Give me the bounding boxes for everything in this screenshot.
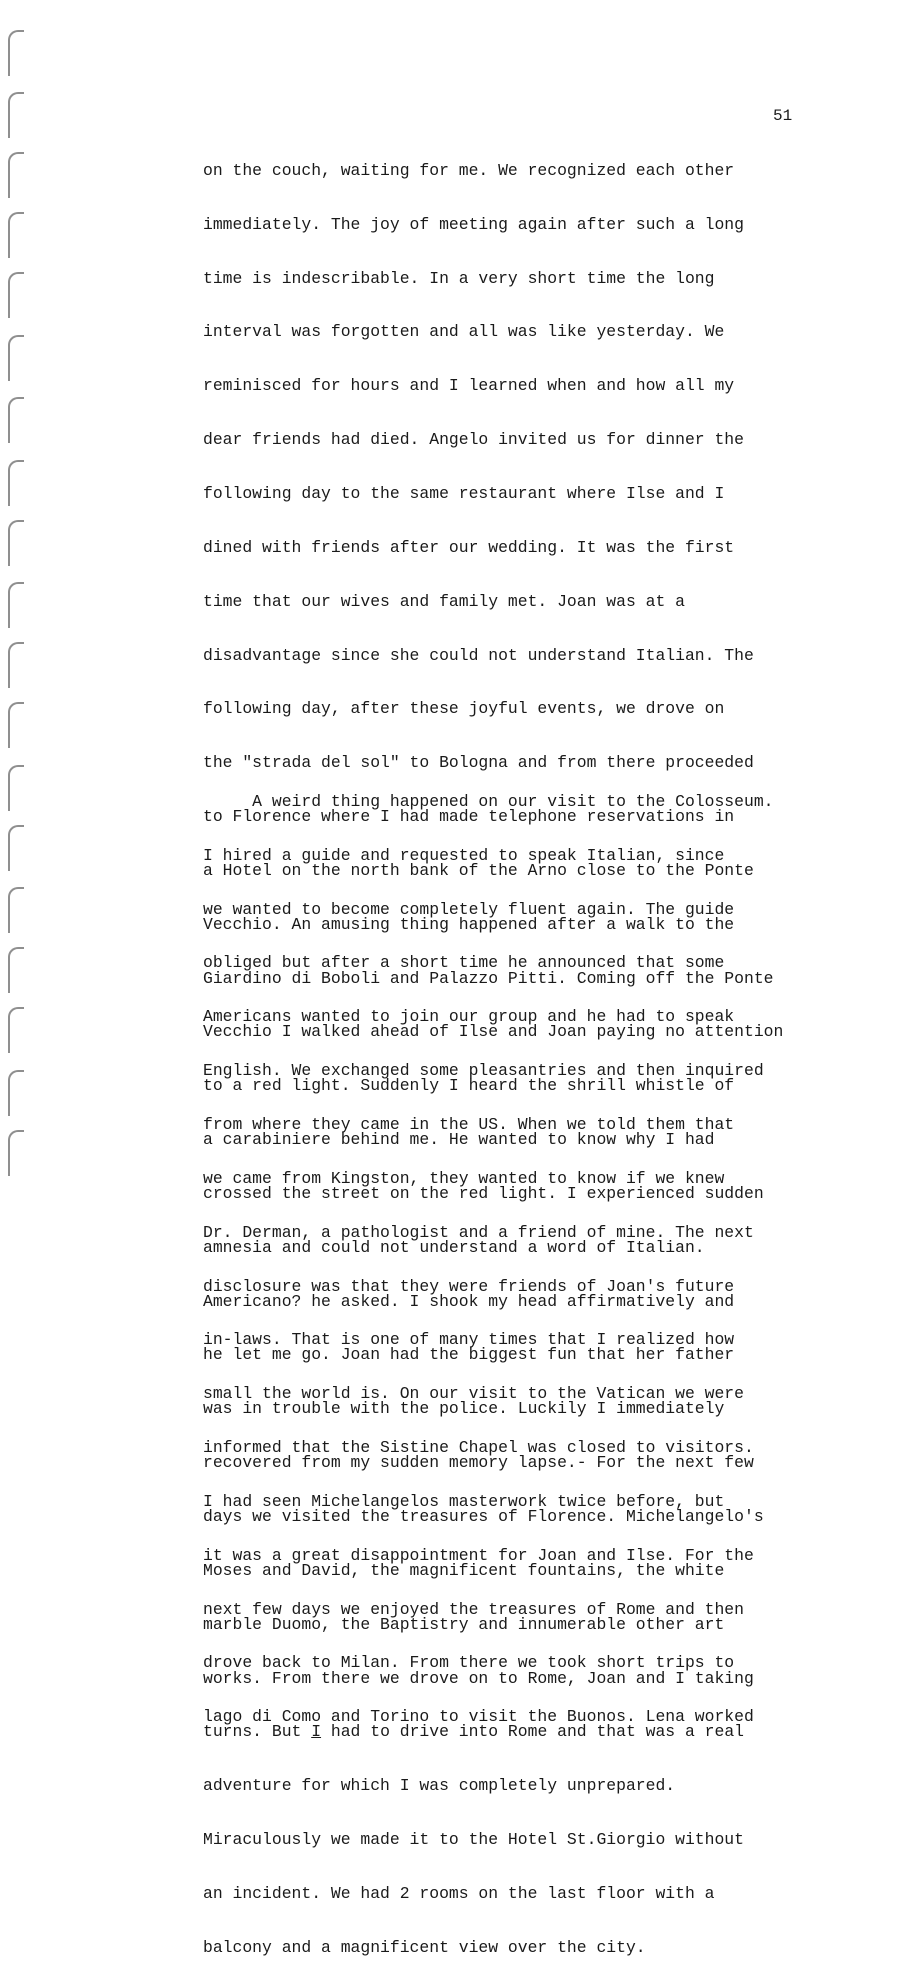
paragraph-2: [203, 757, 774, 1744]
binder-hole-mark: [8, 212, 24, 258]
text-line: was in trouble with the police. Luckily I immediately: [203, 1399, 725, 1419]
text-line: dear friends had died. Angelo invited us for dinner the: [203, 430, 744, 450]
text-line: it was a great disappointment for Joan and Ilse. For the: [203, 1545, 754, 1565]
binder-hole-mark: [8, 1007, 24, 1053]
binder-hole-mark: [8, 30, 24, 76]
text-line: disadvantage since she could not understand Italian. The: [203, 645, 754, 665]
binder-hole-mark: [8, 642, 24, 688]
text-line: following day to the same restaurant where Ilse and I: [203, 483, 725, 503]
binder-hole-mark: [8, 825, 24, 871]
text-line: Miraculously we made it to the Hotel St.Giorgio without: [203, 1830, 744, 1850]
text-line: dined with friends after our wedding. It was the first: [203, 537, 735, 557]
binder-hole-mark: [8, 152, 24, 198]
binder-hole-mark: [8, 887, 24, 933]
binder-hole-marks: [0, 0, 30, 1188]
text-line: recovered from my sudden memory lapse.- For the next few: [203, 1453, 754, 1473]
text-line: balcony and a magnificent view over the city.: [203, 1937, 646, 1957]
text-line: marble Duomo, the Baptistry and innumerable other art: [203, 1614, 725, 1634]
text-segment: turns. But: [203, 1722, 312, 1742]
text-line: a carabiniere behind me. He wanted to know why I had: [203, 1130, 715, 1150]
binder-hole-mark: [8, 397, 24, 443]
text-line: disclosure was that they were friends of Joan's future: [203, 1276, 735, 1296]
text-line: English. We exchanged some pleasantries and then inquired: [203, 1061, 764, 1081]
text-line: to Florence where I had made telephone reservations in: [203, 807, 735, 827]
text-line: Giardino di Boboli and Palazzo Pitti. Coming off the Ponte: [203, 968, 774, 988]
text-line: following day, after these joyful events, we drove on: [203, 699, 725, 719]
text-line: obliged but after a short time he announced that some: [203, 953, 725, 973]
text-line: Americano? he asked. I shook my head affirmatively and: [203, 1291, 735, 1311]
binder-hole-mark: [8, 582, 24, 628]
text-line: next few days we enjoyed the treasures of Rome and then: [203, 1599, 744, 1619]
text-line: on the couch, waiting for me. We recognized each other: [203, 160, 735, 180]
binder-hole-mark: [8, 92, 24, 138]
page-number: 51: [773, 107, 793, 125]
text-line: lago di Como and Torino to visit the Buonos. Lena worked: [203, 1707, 754, 1727]
text-line: a Hotel on the north bank of the Arno close to the Ponte: [203, 860, 754, 880]
text-segment: had to drive into Rome and that was a real: [321, 1722, 744, 1742]
text-line: crossed the street on the red light. I experienced sudden: [203, 1183, 764, 1203]
text-line: small the world is. On our visit to the Vatican we were: [203, 1384, 744, 1404]
text-line: Americans wanted to join our group and he had to speak: [203, 1007, 735, 1027]
text-line: A weird thing happened on our visit to the Colosseum.: [203, 791, 774, 811]
text-line: we wanted to become completely fluent again. The guide: [203, 899, 735, 919]
text-line: I hired a guide and requested to speak Italian, since: [203, 845, 725, 865]
text-line: in-laws. That is one of many times that I realized how: [203, 1330, 735, 1350]
text-line: Dr. Derman, a pathologist and a friend of mine. The next: [203, 1222, 754, 1242]
binder-hole-mark: [8, 1070, 24, 1116]
text-line: Vecchio I walked ahead of Ilse and Joan paying no attention: [203, 1022, 784, 1042]
text-line: adventure for which I was completely unprepared.: [203, 1776, 676, 1796]
text-line: interval was forgotten and all was like yesterday. We: [203, 322, 725, 342]
binder-hole-mark: [8, 460, 24, 506]
text-line: he let me go. Joan had the biggest fun that her father: [203, 1345, 735, 1365]
text-line: works. From there we drove on to Rome, Joan and I taking: [203, 1668, 754, 1688]
text-line: immediately. The joy of meeting again after such a long: [203, 214, 744, 234]
text-line: reminisced for hours and I learned when and how all my: [203, 376, 735, 396]
text-line: informed that the Sistine Chapel was closed to visitors.: [203, 1438, 754, 1458]
text-line: I had seen Michelangelos masterwork twice before, but: [203, 1491, 725, 1511]
binder-hole-mark: [8, 520, 24, 566]
text-line: drove back to Milan. From there we took short trips to: [203, 1653, 735, 1673]
binder-hole-mark: [8, 272, 24, 318]
text-line: we came from Kingston, they wanted to know if we knew: [203, 1168, 725, 1188]
text-line: an incident. We had 2 rooms on the last floor with a: [203, 1883, 715, 1903]
text-line: the "strada del sol" to Bologna and from there proceeded: [203, 753, 754, 773]
text-line: Vecchio. An amusing thing happened after a walk to the: [203, 914, 735, 934]
text-line: Moses and David, the magnificent fountains, the white: [203, 1560, 725, 1580]
text-line: time is indescribable. In a very short time the long: [203, 268, 715, 288]
text-line: from where they came in the US. When we told them that: [203, 1114, 735, 1134]
text-line: to a red light. Suddenly I heard the shrill whistle of: [203, 1076, 735, 1096]
text-line: time that our wives and family met. Joan was at a: [203, 591, 685, 611]
text-line: days we visited the treasures of Florence. Michelangelo's: [203, 1507, 764, 1526]
text-line: amnesia and could not understand a word of Italian.: [203, 1237, 705, 1257]
binder-hole-mark: [8, 702, 24, 748]
binder-hole-mark: [8, 765, 24, 811]
underlined-word: I: [311, 1722, 322, 1742]
binder-hole-mark: [8, 1130, 24, 1176]
binder-hole-mark: [8, 947, 24, 993]
binder-hole-mark: [8, 335, 24, 381]
